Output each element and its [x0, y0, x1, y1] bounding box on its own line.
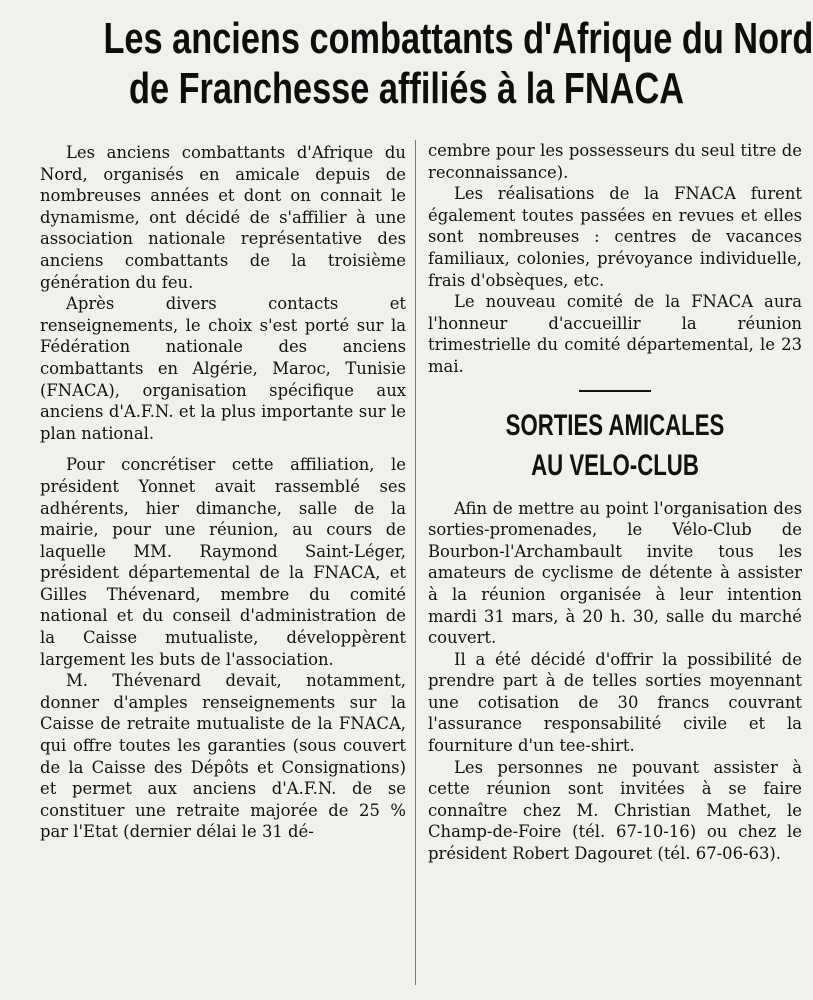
paragraph: cembre pour les possesseurs du seul titre de reconnaissance). [428, 141, 802, 182]
headline-line-2: de Franchesse affiliés à la FNACA [128, 64, 685, 113]
paragraph: Pour concrétiser cette affiliation, le président Yonnet avait rassemblé ses adhérents, hier dimanche, salle de la mairie, pour une réunion, au cours de laquelle MM. Raymond Saint-Léger, président départemental de la FNACA, et Gilles Thévenard, membre du comité national et du conseil d'administration de la Caisse mutualiste, développèrent largement les buts de l'association. [40, 455, 406, 669]
article-headline [103, 14, 813, 114]
paragraph: Les personnes ne pouvant assister à cette réunion sont invitées à se faire connaître chez M. Christian Mathet, le Champ-de-Foire (tél. 67-10-16) ou chez le président Robert Dagouret (tél. 67-06-63). [428, 757, 802, 864]
paragraph: Il a été décidé d'offrir la possibilité de prendre part à de telles sorties moyennant une cotisation de 30 francs couvrant l'assurance responsabilité civile et la fourniture d'un tee-shirt. [428, 649, 802, 756]
paragraph: Le nouveau comité de la FNACA aura l'honneur d'accueillir la réunion trimestrielle du comité départemental, le 23 mai. [428, 292, 802, 376]
paragraph: Afin de mettre au point l'organisation des sorties-promenades, le Vélo-Club de Bourbon-l'Archambault invite tous les amateurs de cyclisme de détente à assister à la réunion organisée à leur intention mardi 31 mars, à 20 h. 30, salle du marché couvert. [428, 498, 802, 648]
paragraph: M. Thévenard devait, notamment, donner d'amples renseignements sur la Caisse de retraite mutualiste de la FNACA, qui offre toutes les garanties (sous couvert de la Caisse des Dépôts et Consignations) et permet aux anciens d'A.F.N. de se constituer une retraite majorée de 25 % par l'Etat (dernier délai le 31 dé- [40, 671, 406, 842]
paragraph: Les anciens combattants d'Afrique du Nord, organisés en amicale depuis de nombreuses années et dont on connait le dynamisme, ont décidé de s'affilier à une association nationale représentative des anciens combattants de la troisième génération du feu. [40, 143, 406, 292]
section-rule [579, 390, 651, 392]
sidebar-headline-line-1: SORTIES AMICALES [505, 408, 725, 442]
sidebar-headline-line-2: AU VELO-CLUB [531, 448, 699, 482]
left-column [40, 142, 406, 843]
right-column [428, 140, 802, 865]
sidebar-headline [428, 406, 802, 486]
paragraph: Après divers contacts et renseignements, le choix s'est porté sur la Fédération nationale des anciens combattants en Algérie, Maroc, Tunisie (FNACA), organisation spécifique aux anciens d'A.F.N. et la plus importante sur le plan national. [40, 294, 406, 443]
paragraph: Les réalisations de la FNACA furent également toutes passées en revues et elles sont nombreuses : centres de vacances familiaux, colonies, prévoyance individuelle, frais d'obsèques, etc. [428, 184, 802, 290]
headline-line-1: Les anciens combattants d'Afrique du Nord [103, 14, 813, 63]
column-divider [415, 140, 416, 985]
